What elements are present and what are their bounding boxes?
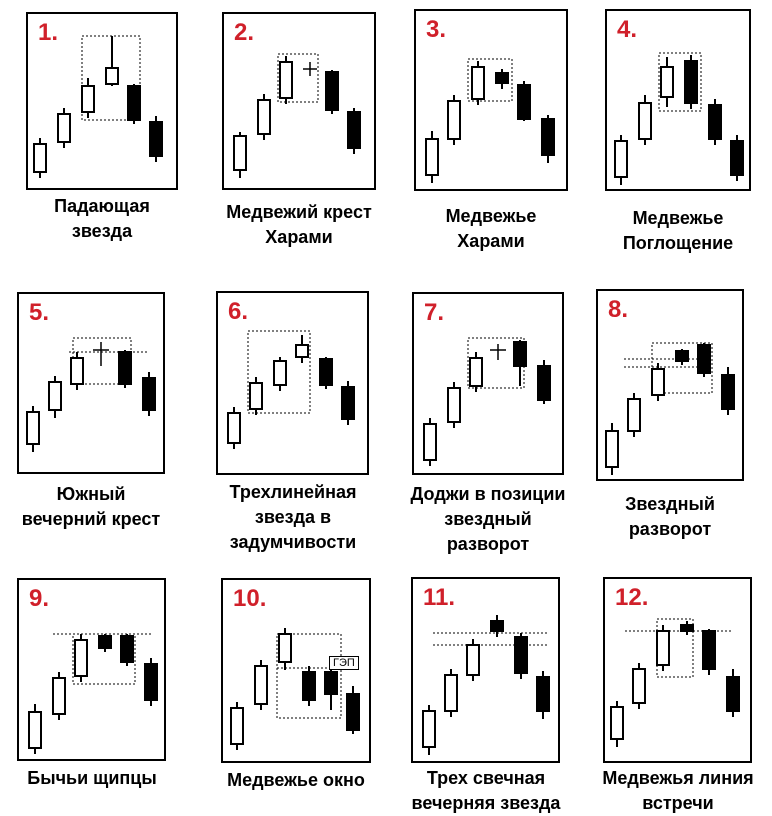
bullish-candle [657, 625, 669, 671]
pattern-caption-7: Доджи в позиции звездный разворот [410, 484, 566, 554]
bullish-candle [274, 357, 286, 391]
pattern-caption-9: Бычьи щипцы [27, 768, 157, 788]
bullish-candle [231, 702, 243, 750]
small-bearish-candle [676, 349, 688, 365]
bullish-candle [445, 669, 457, 717]
bearish-candle [342, 381, 354, 425]
bearish-candle [143, 372, 155, 416]
pattern-panel-5 [17, 292, 165, 474]
pattern-panel-2 [222, 12, 376, 190]
pattern-caption-12: Медвежья линия встречи [602, 768, 754, 813]
pattern-caption-11: Трех свечная вечерняя звезда [411, 768, 561, 813]
bullish-candle [472, 61, 484, 105]
pattern-panel-10 [221, 578, 371, 763]
pattern-number: 10. [233, 585, 267, 612]
bearish-candle [150, 116, 162, 162]
bullish-candle [470, 352, 482, 392]
bearish-candle [515, 633, 527, 679]
pattern-number: 1. [38, 19, 59, 46]
bullish-candle [250, 377, 262, 415]
pattern-number: 6. [228, 298, 249, 325]
bullish-candle [27, 406, 39, 452]
bearish-candle [542, 115, 554, 163]
pattern-panel-7 [412, 292, 564, 475]
engulfing-bearish-candle [685, 55, 697, 109]
bullish-candle [71, 352, 83, 390]
pattern-caption-10: Медвежье окно [227, 770, 365, 790]
pattern-number: 8. [608, 296, 629, 323]
pattern-panel-8 [596, 289, 744, 481]
pattern-number: 2. [234, 19, 255, 46]
doji-cross [303, 62, 317, 76]
small-bearish-candle [681, 621, 693, 635]
pattern-caption-8: Звездный разворот [625, 494, 715, 539]
bearish-candle [727, 669, 739, 717]
bullish-candle [633, 663, 645, 709]
bearish-candle [347, 686, 359, 734]
bearish-candle [348, 108, 360, 154]
pattern-caption-1: Падающая звезда [54, 196, 150, 241]
bullish-candle [279, 628, 291, 670]
bullish-candle [49, 376, 61, 418]
bullish-candle [58, 108, 70, 148]
pattern-panel-6 [216, 291, 369, 475]
bullish-candle [228, 407, 240, 449]
doji-cross [93, 342, 109, 366]
bullish-candle [606, 423, 618, 475]
bullish-candle [467, 639, 479, 681]
pattern-number: 5. [29, 299, 50, 326]
pattern-number: 12. [615, 584, 649, 611]
bearish-candle [703, 629, 715, 675]
pattern-caption-5: Южный вечерний крест [21, 484, 161, 529]
pattern-panel-11 [411, 577, 560, 763]
bearish-candle [518, 81, 530, 121]
bullish-candle [448, 382, 460, 428]
small-bearish-candle [99, 634, 111, 652]
bearish-candle [538, 360, 550, 404]
pattern-panel-9 [17, 578, 166, 761]
gap-label: ГЭП [329, 656, 359, 670]
candlestick-diagram [19, 580, 164, 759]
bullish-candle [258, 94, 270, 140]
bullish-candle [234, 132, 246, 178]
candlestick-diagram [414, 294, 562, 473]
pattern-caption-6: Трехлинейная звезда в задумчивости [229, 482, 357, 552]
bullish-candle [75, 634, 87, 682]
bearish-candle [698, 343, 710, 377]
pattern-caption-3: Медвежье Харами [445, 206, 537, 251]
pattern-number: 4. [617, 16, 638, 43]
pattern-number: 3. [426, 16, 447, 43]
doji-cross [490, 344, 506, 360]
small-bearish-candle [496, 69, 508, 89]
bullish-candle [661, 57, 673, 107]
bullish-candle [426, 131, 438, 183]
bearish-candle [121, 634, 133, 666]
bearish-candle [145, 658, 157, 706]
pattern-panel-4 [605, 9, 751, 191]
bullish-candle [34, 138, 46, 178]
pattern-caption-2: Медвежий крест Харами [226, 202, 372, 247]
bearish-candle [709, 99, 721, 145]
pattern-caption-4: Медвежье Поглощение [622, 208, 734, 253]
candlestick-diagram [223, 580, 369, 761]
bearish-candle [320, 357, 332, 389]
candlestick-diagram [605, 579, 750, 761]
candlestick-diagram [19, 294, 163, 472]
bullish-candle [628, 393, 640, 437]
bullish-candle [639, 95, 651, 145]
small-bearish-candle [491, 615, 503, 637]
candlestick-diagram [218, 293, 367, 473]
bullish-candle [615, 135, 627, 185]
bullish-candle [611, 701, 623, 747]
bearish-candle [731, 135, 743, 181]
bearish-candle [303, 666, 315, 706]
pattern-panel-3 [414, 9, 568, 191]
pattern-panel-12 [603, 577, 752, 763]
star-candle [106, 36, 118, 86]
candlestick-diagram [224, 14, 374, 188]
bullish-candle [255, 660, 267, 710]
candlestick-diagram [416, 11, 566, 189]
pattern-number: 9. [29, 585, 50, 612]
candlestick-diagram [598, 291, 742, 479]
bearish-candle [326, 70, 338, 114]
bearish-candle [722, 367, 734, 415]
pattern-number: 7. [424, 299, 445, 326]
pattern-number: 11. [423, 584, 456, 611]
bullish-candle [53, 672, 65, 720]
small-bullish-candle [296, 335, 308, 363]
bullish-candle [424, 418, 436, 466]
bullish-candle [448, 95, 460, 145]
candlestick-diagram [413, 579, 558, 761]
bearish-candle [128, 84, 140, 124]
bullish-candle [29, 704, 41, 754]
pattern-panel-1 [26, 12, 178, 190]
candlestick-diagram [607, 11, 749, 189]
bearish-candle [537, 671, 549, 719]
bearish-candle [119, 350, 131, 388]
bullish-candle [82, 78, 94, 118]
bullish-candle [652, 363, 664, 401]
bullish-candle [423, 705, 435, 755]
bullish-candle [280, 56, 292, 104]
candlestick-diagram [28, 14, 176, 188]
